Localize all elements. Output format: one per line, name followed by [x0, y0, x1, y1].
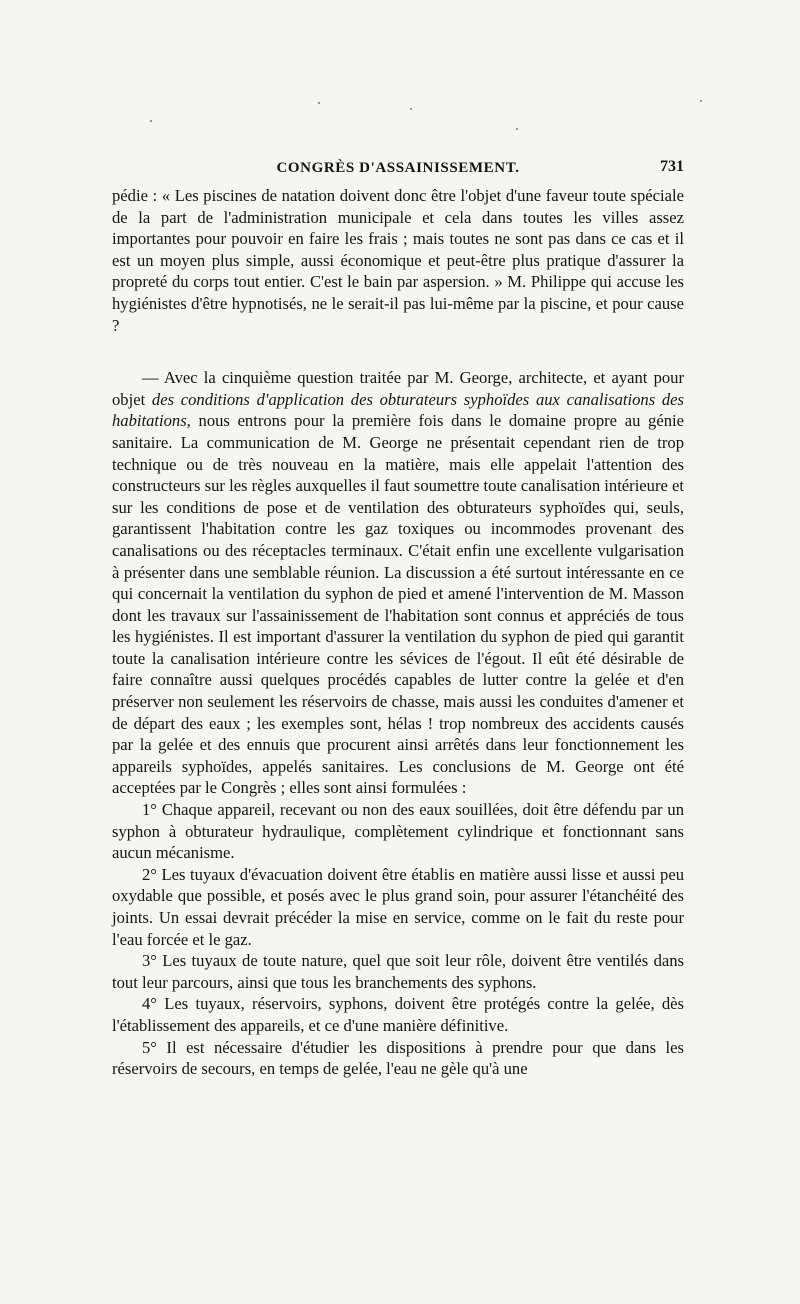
conclusion-item-3: 3° Les tuyaux de toute nature, quel que soit leur rôle, doivent être ventilés dans tout leur parcours, ainsi que tous les branchements des syphons. [112, 951, 684, 992]
paragraph-george [112, 367, 684, 799]
conclusion-item-1: 1° Chaque appareil, recevant ou non des eaux souillées, doit être défendu par un syphon à obturateur hydraulique, complètement cylindrique et fonctionnant sans aucun mécanisme. [112, 800, 684, 863]
paragraph-george-intro: — Avec la cinquième question traitée par M. George, architecte, et ayant pour objet [112, 368, 684, 409]
conclusion-item-5: 5° Il est nécessaire d'étudier les dispositions à prendre pour que dans les réservoirs de secours, en temps de gelée, l'eau ne gèle qu'à une [112, 1037, 684, 1079]
scan-speck [700, 100, 702, 102]
scan-speck [516, 128, 518, 130]
paragraph-continued: pédie : « Les piscines de natation doivent donc être l'objet d'une faveur toute spéciale de la part de l'administration municipale et cela dans toutes les villes assez importantes pour pouvoir en faire les frais ; mais toutes ne sont pas dans ce cas et il est un moyen plus simple, aussi économique et peut-être plus pratique d'assurer la propreté du corps tout entier. C'est le bain par aspersion. » M. Philippe qui accuse les hygiénistes d'être hypnotisés, ne le serait-il pas lui-même par la piscine, et pour cause ? [112, 186, 684, 335]
page-header [112, 156, 684, 186]
scan-speck [150, 120, 152, 122]
page-body [112, 185, 684, 1080]
paragraph-george-body: nous entrons pour la première fois dans le domaine propre au génie sanitaire. La communication de M. George ne présentait cependant rien de trop technique ou de très nouveau en la matière, mais elle appelait l'attention des constructeurs sur les règles auxquelles il faut soumettre toute canalisation intérieure et sur les conditions de pose et de ventilation des obturateurs syphoïdes qui, seuls, garantissent l'habitation contre les gaz toxiques ou incommodes provenant des canalisations ou des réceptacles terminaux. C'était enfin une excellente vulgarisation à présenter dans une semblable réunion. La discussion a été surtout intéressante en ce qui concernait la ventilation du syphon de pied et amené l'intervention de M. Masson dont les travaux sur l'assainissement de l'habitation sont connus et appréciés de tous les hygiénistes. Il est important d'assurer la ventilation du syphon de pied qui garantit toute la canalisation intérieure contre les sévices de l'égout. Il eût été désirable de faire connaître aussi quelques procédés capables de lutter contre la gelée et d'en préserver non seulement les réservoirs de chasse, mais aussi les conduites d'amener et de départ des eaux ; les exemples sont, hélas ! trop nombreux des accidents causés par la gelée et des ennuis que procurent ainsi arrêtés dans leur fonctionnement les appareils syphoïdes, appelés sanitaires. Les conclusions de M. George ont été acceptées par le Congrès ; elles sont ainsi formulées : [112, 411, 684, 798]
scan-speck [318, 102, 320, 104]
page-number: 731 [660, 158, 684, 175]
section-gap [112, 336, 684, 367]
scan-speck [410, 108, 412, 110]
running-title: CONGRÈS D'ASSAINISSEMENT. [276, 160, 520, 176]
conclusion-item-4: 4° Les tuyaux, réservoirs, syphons, doivent être protégés contre la gelée, dès l'établissement des appareils, et ce d'une manière définitive. [112, 994, 684, 1035]
conclusion-item-2: 2° Les tuyaux d'évacuation doivent être établis en matière aussi lisse et aussi peu oxydable que possible, et posés avec le plus grand soin, pour assurer l'étanchéité des joints. Un essai devrait précéder la mise en service, comme on le fait du reste pour l'eau forcée et le gaz. [112, 864, 684, 949]
paragraph-george-topic: des conditions d'application des obturateurs syphoïdes aux canalisations des habitations, [112, 389, 684, 431]
